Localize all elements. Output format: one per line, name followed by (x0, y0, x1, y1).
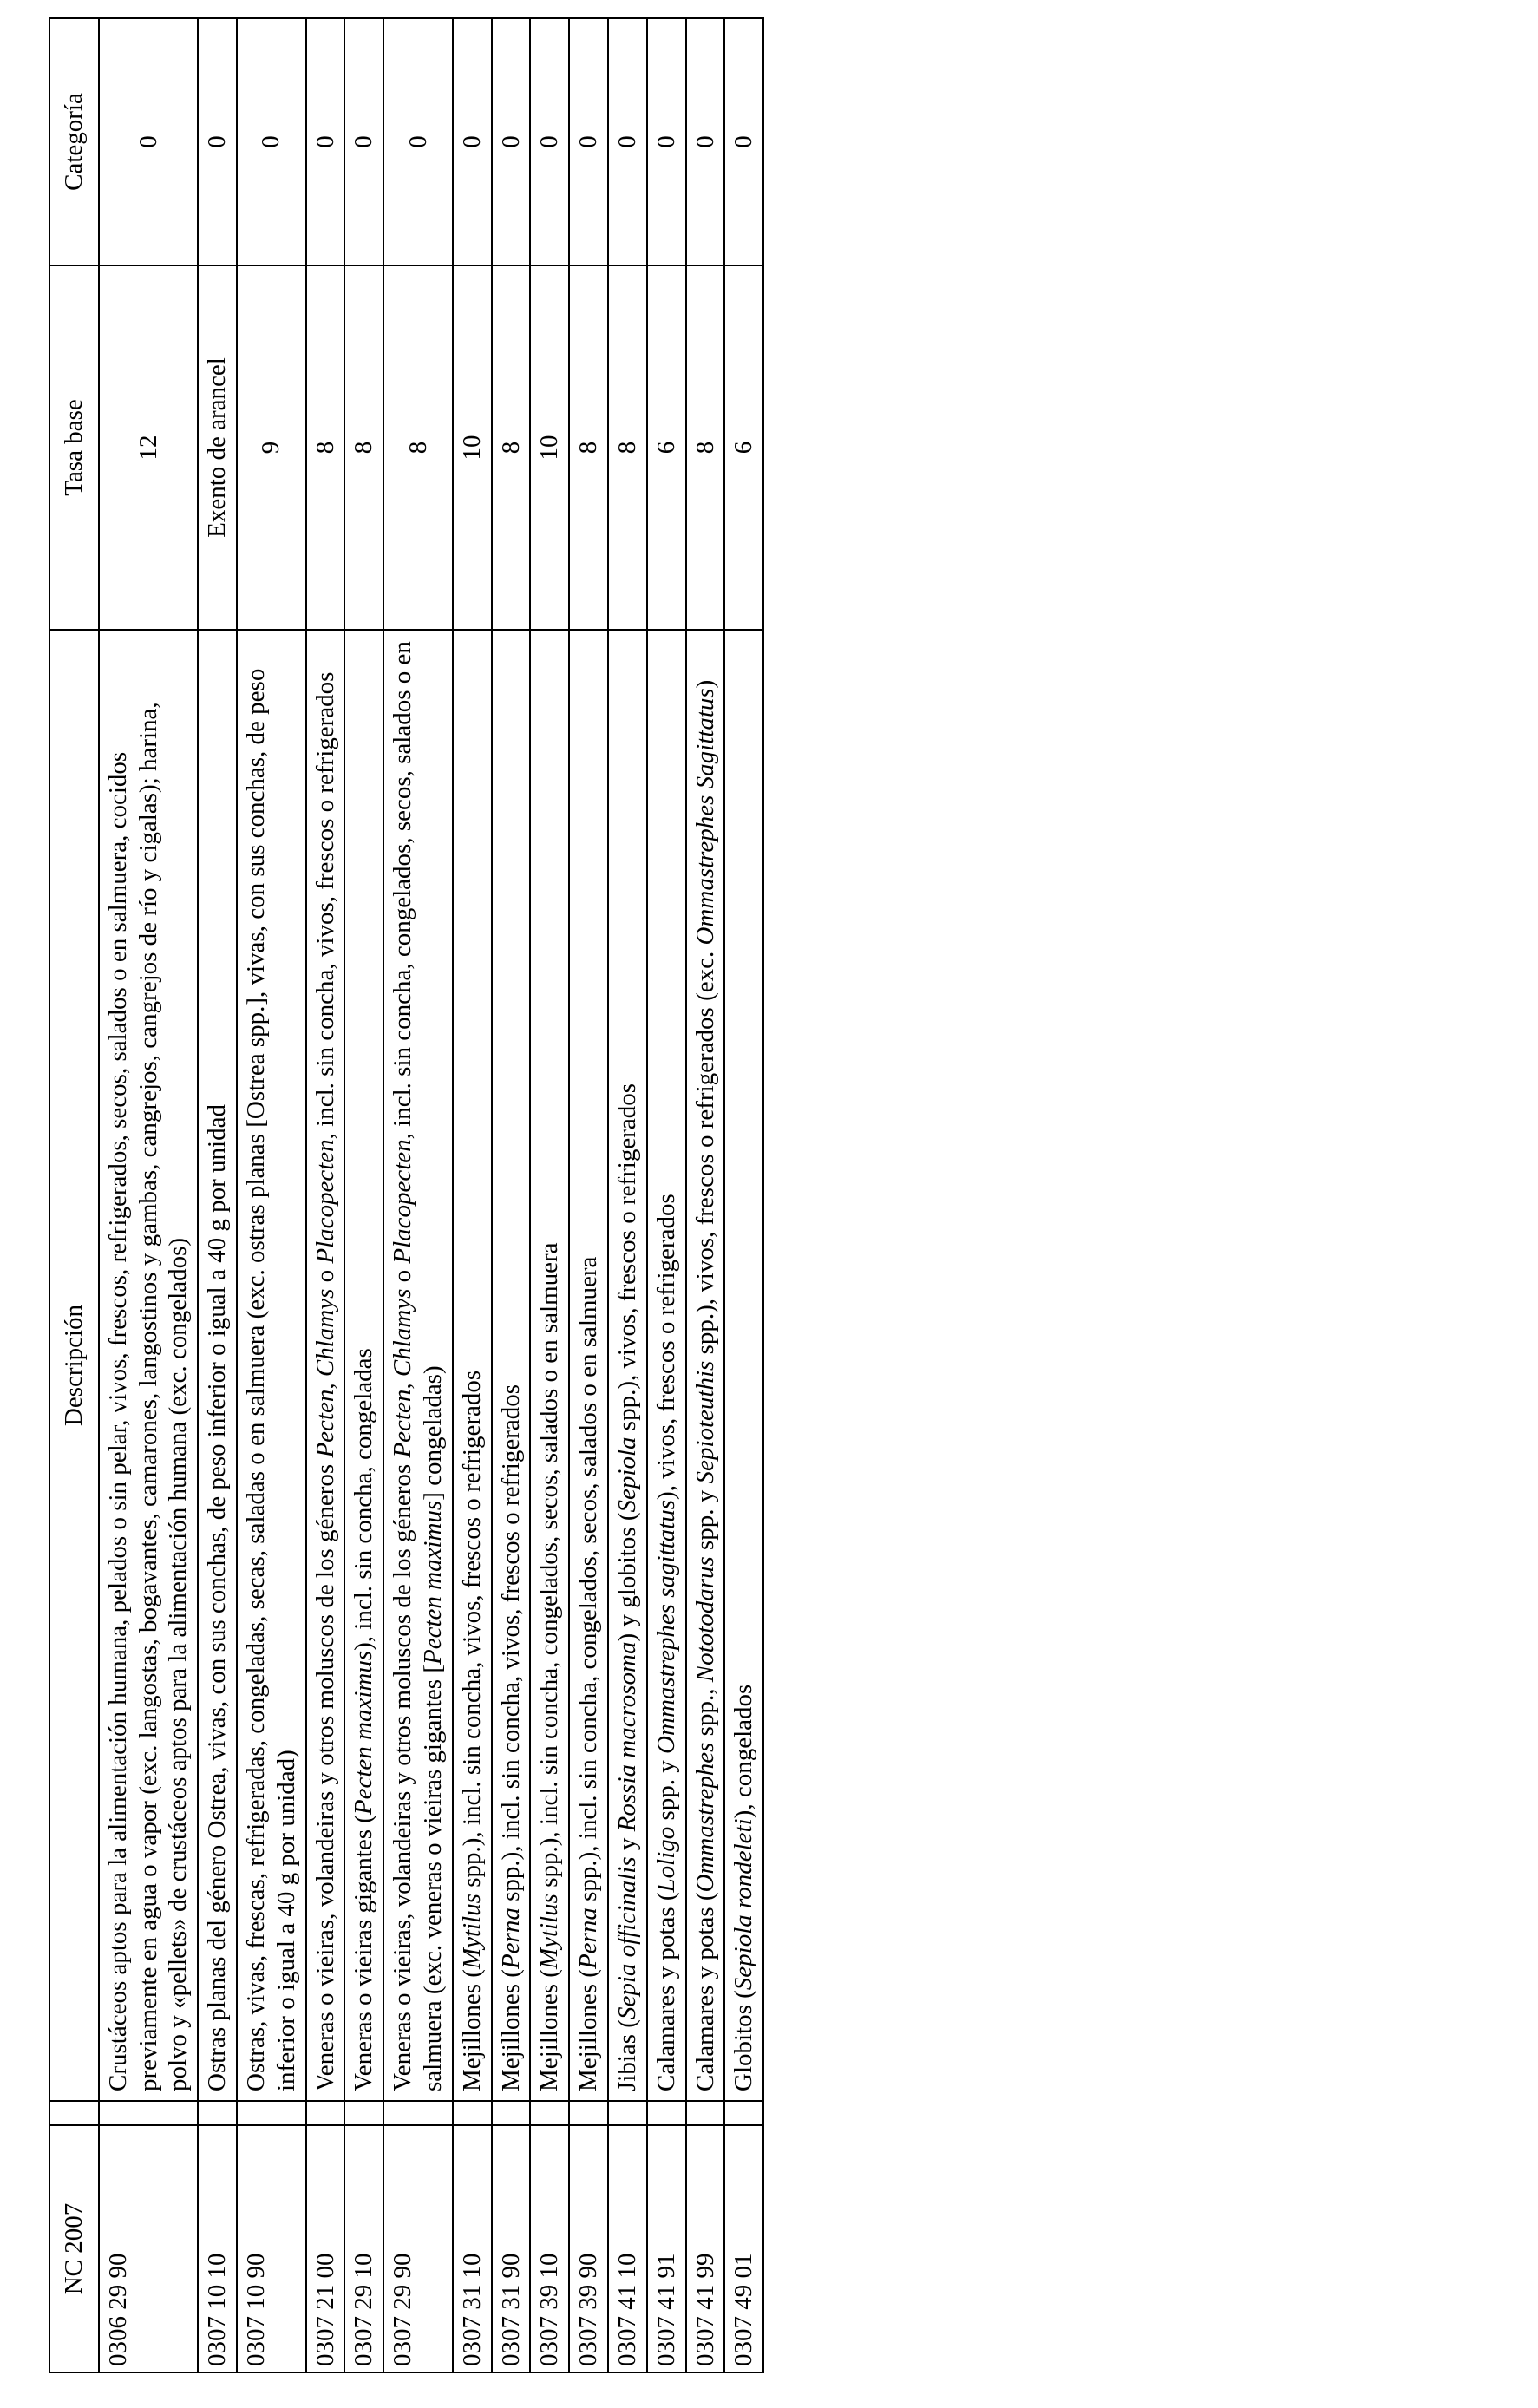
header-row (49, 18, 99, 2372)
base-rate-cell: 9 (237, 265, 306, 630)
nc-code-cell: 0307 41 99 (686, 2125, 725, 2372)
blank-cell (237, 2101, 306, 2125)
description-cell: Ostras, vivas, frescas, refrigeradas, congeladas, secas, saladas o en salmuera (exc. ostras planas [Ostrea spp.], vivas, con sus conchas, de peso inferior o igual a 40 g por unidad) (237, 630, 306, 2101)
blank-cell (99, 2101, 198, 2125)
nc-code-cell: 0307 31 10 (453, 2125, 492, 2372)
table-row (686, 18, 725, 2372)
blank-cell (383, 2101, 453, 2125)
description-cell: Ostras planas del género Ostrea, vivas, con sus conchas, de peso inferior o igual a 40 g por unidad (198, 630, 237, 2101)
header-description: Descripción (49, 630, 99, 2101)
nc-code-cell: 0307 21 00 (306, 2125, 345, 2372)
blank-cell (530, 2101, 569, 2125)
blank-cell (724, 2101, 763, 2125)
table-row (724, 18, 763, 2372)
table-row (344, 18, 383, 2372)
description-cell: Mejillones (Mytilus spp.), incl. sin concha, congelados, secos, salados o en salmuera (530, 630, 569, 2101)
base-rate-cell: 8 (492, 265, 531, 630)
base-rate-cell: Exento de arancel (198, 265, 237, 630)
category-cell: 0 (686, 18, 725, 265)
category-cell: 0 (344, 18, 383, 265)
blank-cell (647, 2101, 686, 2125)
nc-code-cell: 0307 10 90 (237, 2125, 306, 2372)
base-rate-cell: 8 (306, 265, 345, 630)
blank-cell (344, 2101, 383, 2125)
blank-cell (686, 2101, 725, 2125)
table-row (237, 18, 306, 2372)
description-cell: Veneras o vieiras, volandeiras y otros moluscos de los géneros Pecten, Chlamys o Placopecten, incl. sin concha, congelados, secos, salados o en salmuera (exc. veneras o vieiras gigantes [Pecten maximus] congeladas) (383, 630, 453, 2101)
category-cell: 0 (647, 18, 686, 265)
category-cell: 0 (383, 18, 453, 265)
nc-code-cell: 0307 39 90 (569, 2125, 608, 2372)
header-blank (49, 2101, 99, 2125)
nc-code-cell: 0307 41 91 (647, 2125, 686, 2372)
category-cell: 0 (492, 18, 531, 265)
tariff-table (49, 17, 764, 2373)
header-nc: NC 2007 (49, 2125, 99, 2372)
nc-code-cell: 0306 29 90 (99, 2125, 198, 2372)
category-cell: 0 (608, 18, 647, 265)
base-rate-cell: 8 (686, 265, 725, 630)
table-row (647, 18, 686, 2372)
category-cell: 0 (453, 18, 492, 265)
blank-cell (492, 2101, 531, 2125)
table-body (99, 18, 763, 2372)
base-rate-cell: 10 (453, 265, 492, 630)
base-rate-cell: 6 (647, 265, 686, 630)
table-row (453, 18, 492, 2372)
blank-cell (569, 2101, 608, 2125)
description-cell: Mejillones (Perna spp.), incl. sin concha, congelados, secos, salados o en salmuera (569, 630, 608, 2101)
base-rate-cell: 8 (344, 265, 383, 630)
category-cell: 0 (99, 18, 198, 265)
base-rate-cell: 6 (724, 265, 763, 630)
blank-cell (306, 2101, 345, 2125)
table-row (306, 18, 345, 2372)
table-row (569, 18, 608, 2372)
blank-cell (198, 2101, 237, 2125)
base-rate-cell: 8 (383, 265, 453, 630)
description-cell: Mejillones (Mytilus spp.), incl. sin concha, vivos, frescos o refrigerados (453, 630, 492, 2101)
description-cell: Jibias (Sepia officinalis y Rossia macrosoma) y globitos (Sepiola spp.), vivos, frescos o refrigerados (608, 630, 647, 2101)
table-row (99, 18, 198, 2372)
table-row (492, 18, 531, 2372)
category-cell: 0 (569, 18, 608, 265)
nc-code-cell: 0307 49 01 (724, 2125, 763, 2372)
category-cell: 0 (237, 18, 306, 265)
blank-cell (608, 2101, 647, 2125)
nc-code-cell: 0307 29 10 (344, 2125, 383, 2372)
description-cell: Globitos (Sepiola rondeleti), congelados (724, 630, 763, 2101)
description-cell: Mejillones (Perna spp.), incl. sin concha, vivos, frescos o refrigerados (492, 630, 531, 2101)
rotated-page (49, 19, 1122, 2373)
category-cell: 0 (306, 18, 345, 265)
nc-code-cell: 0307 39 10 (530, 2125, 569, 2372)
table-row (383, 18, 453, 2372)
description-cell: Veneras o vieiras, volandeiras y otros moluscos de los géneros Pecten, Chlamys o Placopecten, incl. sin concha, vivos, frescos o refrigerados (306, 630, 345, 2101)
description-cell: Veneras o vieiras gigantes (Pecten maximus), incl. sin concha, congeladas (344, 630, 383, 2101)
base-rate-cell: 10 (530, 265, 569, 630)
header-category: Categoría (49, 18, 99, 265)
base-rate-cell: 12 (99, 265, 198, 630)
table-row (608, 18, 647, 2372)
header-rate: Tasa base (49, 265, 99, 630)
blank-cell (453, 2101, 492, 2125)
base-rate-cell: 8 (569, 265, 608, 630)
description-cell: Calamares y potas (Ommastrephes spp., Nototodarus spp. y Sepioteuthis spp.), vivos, frescos o refrigerados (exc. Ommastrephes Sagittatus) (686, 630, 725, 2101)
base-rate-cell: 8 (608, 265, 647, 630)
nc-code-cell: 0307 31 90 (492, 2125, 531, 2372)
table-row (530, 18, 569, 2372)
nc-code-cell: 0307 10 10 (198, 2125, 237, 2372)
description-cell: Crustáceos aptos para la alimentación humana, pelados o sin pelar, vivos, frescos, refrigerados, secos, salados o en salmuera, cocidos previamente en agua o vapor (exc. langostas, bogavantes, camarones, langostinos y gambas, cangrejos, cangrejos de río y cigalas); harina, polvo y «pellets» de crustáceos aptos para la alimentación humana (exc. congelados) (99, 630, 198, 2101)
category-cell: 0 (198, 18, 237, 265)
description-cell: Calamares y potas (Loligo spp. y Ommastrephes sagittatus), vivos, frescos o refrigerados (647, 630, 686, 2101)
category-cell: 0 (530, 18, 569, 265)
nc-code-cell: 0307 41 10 (608, 2125, 647, 2372)
nc-code-cell: 0307 29 90 (383, 2125, 453, 2372)
table-row (198, 18, 237, 2372)
category-cell: 0 (724, 18, 763, 265)
